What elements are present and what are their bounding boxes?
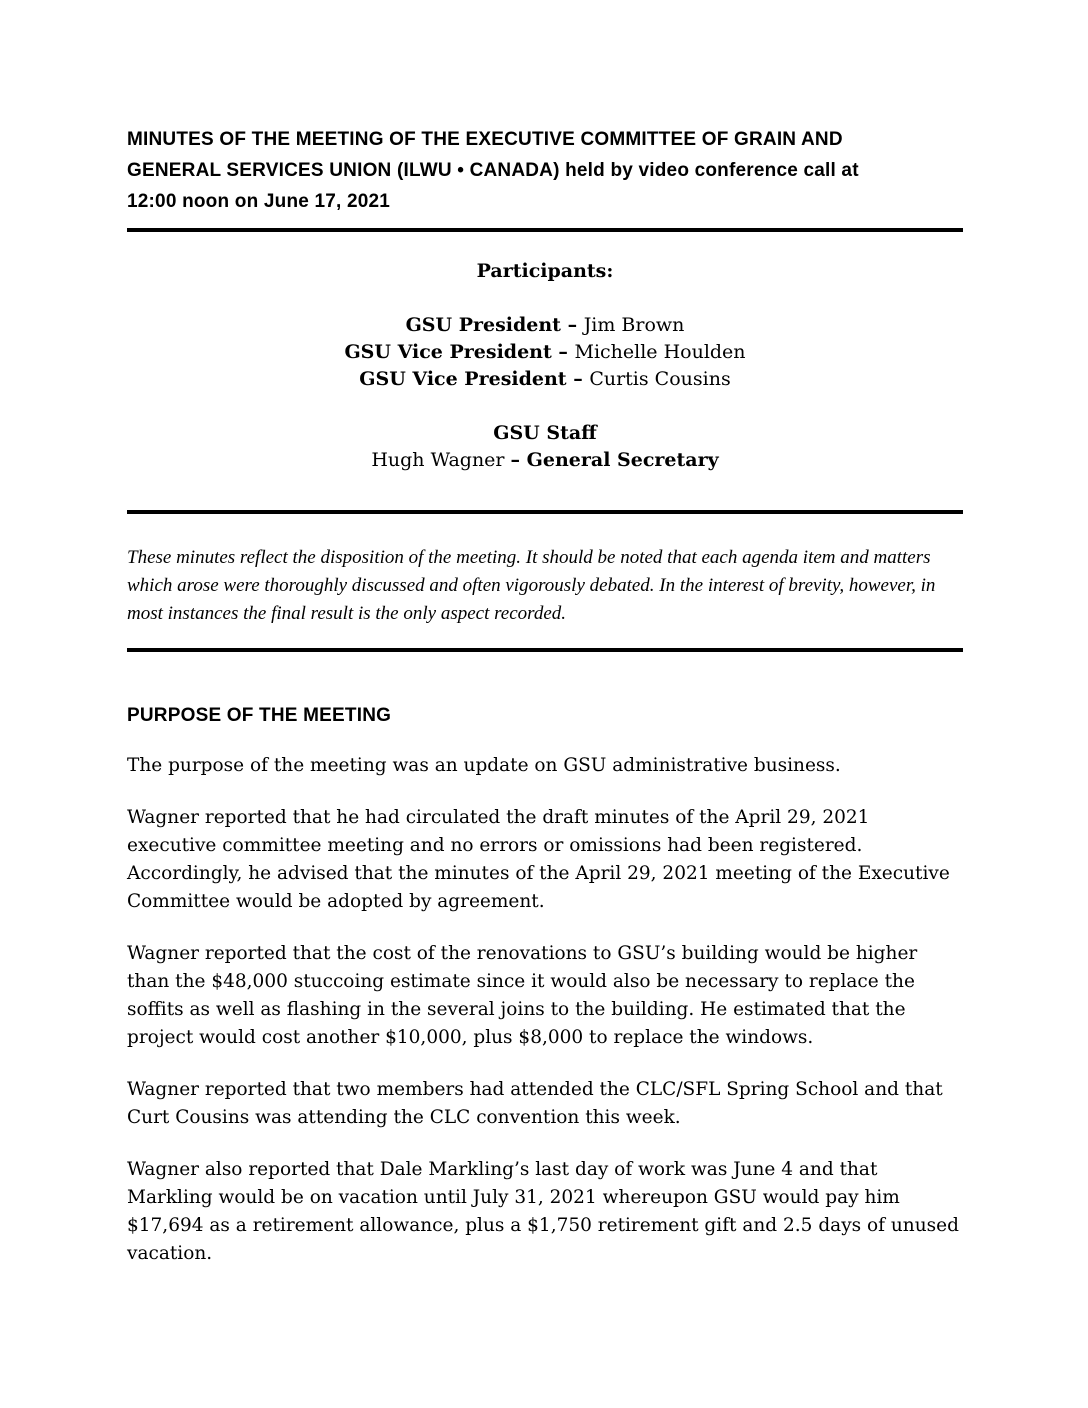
participant-name: Michelle Houlden	[574, 341, 746, 363]
participant-role: GSU Vice President –	[359, 368, 590, 390]
purpose-section-heading: PURPOSE OF THE MEETING	[127, 705, 392, 726]
purpose-paragraph-1: The purpose of the meeting was an update on GSU administrative business.	[127, 755, 841, 776]
disclaimer-paragraph: These minutes reflect the disposition of the meeting. It should be noted that each agenda item and matters which arose were thoroughly discussed and often vigorously debated. In the interest of brevity, however, in most instances the final result is the only aspect recorded.	[127, 547, 936, 624]
participant-row-president	[127, 312, 963, 339]
participants-heading: Participants:	[476, 260, 614, 282]
purpose-paragraph-4: Wagner reported that two members had attended the CLC/SFL Spring School and that Curt Cousins was attending the CLC convention this week.	[127, 1079, 943, 1128]
participant-row-vice-president-1	[127, 339, 963, 366]
document-title-line-2: GENERAL SERVICES UNION (ILWU • CANADA) held by video conference call at	[127, 160, 859, 181]
document-title-line-1: MINUTES OF THE MEETING OF THE EXECUTIVE COMMITTEE OF GRAIN AND	[127, 129, 843, 150]
divider-above-disclaimer	[127, 510, 963, 514]
divider-below-title	[127, 228, 963, 232]
participant-role: GSU Vice President –	[344, 341, 575, 363]
staff-heading: GSU Staff	[493, 422, 597, 444]
participant-name: Curtis Cousins	[589, 368, 731, 390]
participants-section	[127, 258, 963, 474]
spacer-line	[127, 285, 963, 312]
spacer-line	[127, 393, 963, 420]
document-title-line-3: 12:00 noon on June 17, 2021	[127, 191, 391, 212]
staff-role: – General Secretary	[510, 449, 719, 471]
staff-name: Hugh Wagner	[371, 449, 511, 471]
purpose-paragraph-5: Wagner also reported that Dale Markling’s last day of work was June 4 and that Markling would be on vacation until July 31, 2021 whereupon GSU would pay him $17,694 as a retirement allowance, plus a $1,750 retirement gift and 2.5 days of unused vacation.	[127, 1159, 959, 1264]
staff-row-general-secretary	[127, 447, 963, 474]
participant-name: Jim Brown	[583, 314, 685, 336]
purpose-paragraph-2: Wagner reported that he had circulated the draft minutes of the April 29, 2021 executive committee meeting and no errors or omissions had been registered. Accordingly, he advised that the minutes of the April 29, 2021 meeting of the Executive Committee would be adopted by agreement.	[127, 807, 950, 912]
purpose-paragraph-3: Wagner reported that the cost of the renovations to GSU’s building would be higher than the $48,000 stuccoing estimate since it would also be necessary to replace the soffits as well as flashing in the several joins to the building. He estimated that the project would cost another $10,000, plus $8,000 to replace the windows.	[127, 943, 918, 1048]
participant-row-vice-president-2	[127, 366, 963, 393]
participant-role: GSU President –	[405, 314, 584, 336]
divider-below-disclaimer	[127, 648, 963, 652]
document-title	[127, 124, 963, 217]
document-content	[127, 0, 963, 1268]
